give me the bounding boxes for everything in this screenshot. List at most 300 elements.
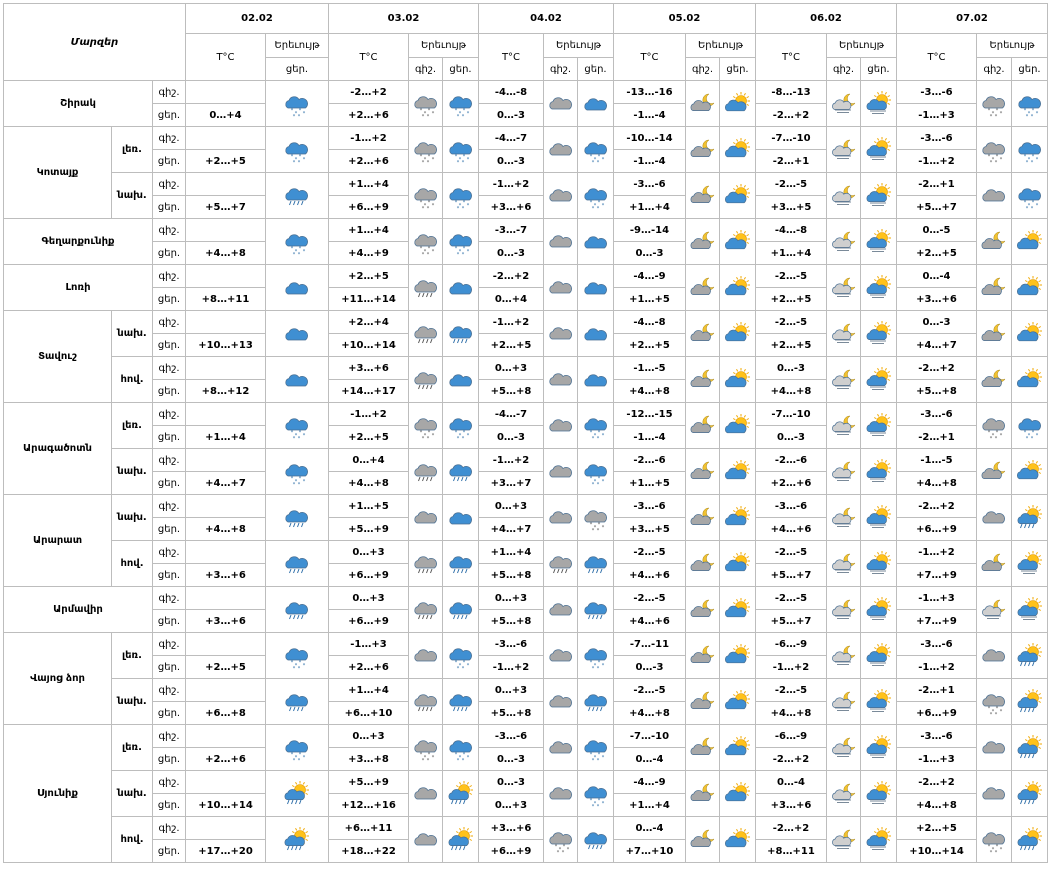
temperature-cell: 0…-3 [897,311,977,334]
svg-text:*: * [456,757,459,764]
sun-cloud-fog-icon [866,599,892,621]
cloud-snow-icon [578,449,614,495]
temperature-cell: -4…-8 [614,311,686,334]
svg-text:*: * [290,751,294,758]
moon-cloud-icon [686,357,720,403]
region-name: Կոտայք [4,127,112,219]
moon-cloud-fog-icon [831,829,857,851]
sun-cloud-icon [725,829,751,851]
svg-text:*: * [454,199,457,206]
time-of-day-label: ցեր. [153,334,186,357]
temperature-cell: +3…+7 [479,472,544,495]
svg-text:*: * [1023,153,1026,160]
sun-cloud-rain-icon [443,771,479,817]
sun-cloud-fog-icon [866,645,892,667]
cloud-icon [448,507,474,529]
svg-text:*: * [987,429,991,436]
grey-cloud-icon [544,265,578,311]
svg-text:*: * [461,435,464,442]
phenomenon-header: Երեւույթ [977,34,1048,58]
cloud-rain-icon [448,461,474,483]
temperature-cell: -9…-14 [614,219,686,242]
svg-text:*: * [589,475,592,482]
cloud-rain-icon [284,553,310,575]
cloud-snow-icon [284,93,310,120]
temperature-cell: +4…+7 [186,472,266,495]
cloud-icon [284,369,310,391]
day-header: ցեր. [720,58,756,81]
sun-cloud-icon [720,311,756,357]
svg-text:*: * [589,521,592,528]
temperature-cell: -7…-10 [614,725,686,748]
grey-cloud-icon [548,691,574,713]
cloud-snow-icon [448,737,474,764]
svg-text:*: * [561,849,564,856]
svg-text:*: * [426,113,429,120]
region-name: Արարատ [4,495,112,587]
grey-cloud-icon [544,357,578,403]
temperature-cell: +10…+14 [186,794,266,817]
sun-cloud-icon [1012,357,1048,403]
region-name: Վայոց ձոր [4,633,112,725]
temperature-cell: -1…+3 [897,587,977,610]
svg-text:*: * [994,711,998,718]
cloud-snow-icon [1017,93,1043,120]
subregion-label: լեռ. [112,725,153,771]
grey-cloud-icon [544,679,578,725]
temperature-cell: -1…+2 [897,541,977,564]
svg-text:*: * [466,754,469,761]
temperature-cell: +8…+11 [186,288,266,311]
cloud-icon [578,357,614,403]
cloud-snow-icon [266,449,329,495]
subregion-label: լեռ. [112,403,153,449]
svg-text:*: * [421,113,424,120]
svg-text:*: * [462,199,465,206]
night-header: գիշ. [977,58,1012,81]
svg-text:*: * [589,659,592,666]
svg-text:*: * [994,849,998,856]
cloud-snow-icon [448,139,474,166]
moon-cloud-fog-icon [831,645,857,667]
svg-text:*: * [423,202,426,209]
cloud-snow-icon [583,737,609,764]
sun-cloud-icon [720,495,756,541]
sun-cloud-rain-icon [284,829,310,851]
svg-text:*: * [1027,110,1030,117]
time-of-day-label: ցեր. [153,840,186,863]
cloud-snow-icon [266,725,329,771]
temperature-cell: +2…+5 [329,426,409,449]
temperature-cell: -1…+2 [756,656,827,679]
temperature-cell: -3…-6 [897,127,977,150]
svg-text:*: * [302,478,306,485]
sun-cloud-fog-icon [866,737,892,759]
svg-text:*: * [461,251,464,258]
moon-cloud-fog-icon [831,323,857,345]
svg-text:*: * [1027,202,1030,209]
grey-cloud-snow-icon [409,173,443,219]
grey-cloud-icon [413,507,439,529]
temperature-cell: 0…-4 [756,771,827,794]
cloud-rain-icon [448,599,474,621]
moon-cloud-icon [977,265,1012,311]
temperature-cell: +3…+6 [479,196,544,219]
sun-cloud-icon [1017,231,1043,253]
table-row [4,127,1048,150]
date-header: 05.02 [614,4,756,34]
svg-text:*: * [427,107,430,114]
grey-cloud-rain-icon [409,265,443,311]
svg-text:*: * [292,435,296,442]
svg-text:*: * [294,662,298,669]
svg-text:*: * [591,435,594,442]
phenomenon-header: Երեւույթ [409,34,479,58]
cloud-rain-icon [578,817,614,863]
svg-text:*: * [596,481,599,488]
grey-cloud-icon [977,495,1012,541]
grey-cloud-rain-icon [409,357,443,403]
day-header: ցեր. [443,58,479,81]
sun-cloud-icon [725,461,751,483]
svg-text:*: * [292,665,296,672]
grey-cloud-icon [413,645,439,667]
sun-cloud-rain-icon [1017,829,1043,851]
svg-text:*: * [1023,199,1026,206]
temperature-cell: -1…+2 [329,403,409,426]
svg-text:*: * [461,113,464,120]
svg-text:*: * [1031,153,1034,160]
sun-cloud-fog-icon [866,461,892,483]
svg-text:*: * [1025,205,1028,212]
svg-text:*: * [589,751,592,758]
moon-cloud-icon [690,691,716,713]
cloud-snow-icon [1012,81,1048,127]
time-of-day-label: ցեր. [153,426,186,449]
temperature-cell: +11…+14 [329,288,409,311]
temperature-cell: -3…-6 [614,173,686,196]
grey-cloud-snow-icon [413,185,439,212]
svg-text:*: * [591,205,594,212]
cloud-rain-icon [583,553,609,575]
svg-text:*: * [1030,205,1033,212]
svg-text:*: * [427,245,430,252]
sun-cloud-fog-icon [861,495,897,541]
day-header: ցեր. [266,58,329,81]
temperature-cell: +4…+8 [186,242,266,265]
night-header: գիշ. [544,58,578,81]
moon-cloud-icon [686,817,720,863]
sun-cloud-icon [720,541,756,587]
cloud-snow-icon [1012,127,1048,173]
svg-text:*: * [302,754,306,761]
temperature-cell: -2…-5 [756,541,827,564]
temperature-cell: -3…-6 [479,633,544,656]
cloud-rain-icon [266,587,329,633]
grey-cloud-icon [544,403,578,449]
svg-text:*: * [298,659,302,666]
svg-text:*: * [991,846,995,853]
temperature-cell: 0…-3 [614,242,686,265]
svg-text:*: * [454,659,457,666]
grey-cloud-snow-icon [409,127,443,173]
grey-cloud-icon [413,829,439,851]
temperature-cell [186,127,266,150]
sun-cloud-fog-icon [866,829,892,851]
svg-text:*: * [601,524,604,531]
grey-cloud-icon [544,725,578,771]
temperature-cell: -2…-5 [756,311,827,334]
temperature-cell: +4…+8 [186,518,266,541]
temperature-cell: +3…+6 [479,817,544,840]
region-name: Արմավիր [4,587,153,633]
sun-cloud-rain-icon [448,829,474,851]
sun-cloud-rain-icon [284,783,310,805]
grey-cloud-icon [544,449,578,495]
grey-cloud-icon [409,817,443,863]
grey-cloud-icon [544,633,578,679]
moon-cloud-fog-icon [981,599,1007,621]
svg-text:*: * [1035,432,1038,439]
time-of-day-label: գիշ. [153,403,186,426]
moon-cloud-fog-icon [827,633,861,679]
svg-text:*: * [431,754,434,761]
moon-cloud-fog-icon [827,219,861,265]
time-of-day-label: գիշ. [153,679,186,702]
table-row [4,403,1048,426]
temperature-cell [186,541,266,564]
cloud-rain-icon [284,599,310,621]
sun-cloud-icon [720,725,756,771]
sun-cloud-rain-icon [1012,679,1048,725]
grey-cloud-snow-icon [977,679,1012,725]
grey-cloud-icon [548,323,574,345]
subregion-label: նախ. [112,771,153,817]
svg-text:*: * [593,524,596,531]
svg-text:*: * [290,429,294,436]
grey-cloud-snow-icon [578,495,614,541]
temperature-cell: +2…+5 [186,150,266,173]
table-row [4,725,1048,748]
temperature-cell: +6…+11 [329,817,409,840]
time-of-day-label: գիշ. [153,541,186,564]
time-of-day-label: գիշ. [153,633,186,656]
cloud-snow-icon [1017,139,1043,166]
temperature-cell: 0…+4 [479,288,544,311]
moon-cloud-fog-icon [827,587,861,633]
day-header: ցեր. [1012,58,1048,81]
svg-text:*: * [591,159,594,166]
sun-cloud-fog-icon [861,357,897,403]
temperature-cell: -1…-5 [614,357,686,380]
moon-cloud-icon [690,553,716,575]
cloud-icon [443,495,479,541]
table-row [4,265,1048,288]
cloud-rain-icon [443,541,479,587]
table-row [4,633,1048,656]
temperature-cell: +5…+9 [329,771,409,794]
svg-text:*: * [589,797,592,804]
svg-text:*: * [290,659,294,666]
svg-text:*: * [421,757,424,764]
time-of-day-label: գիշ. [153,817,186,840]
cloud-snow-icon [578,725,614,771]
temperature-cell: +4…+6 [614,610,686,633]
sun-cloud-icon [1017,277,1043,299]
temperature-cell: +7…+9 [897,610,977,633]
svg-text:*: * [297,251,301,258]
night-header: գիշ. [827,58,861,81]
date-header: 06.02 [756,4,897,34]
svg-text:*: * [593,478,596,485]
time-of-day-label: գիշ. [153,587,186,610]
temperature-cell: 0…+3 [479,794,544,817]
svg-text:*: * [297,435,301,442]
time-of-day-label: ցեր. [153,288,186,311]
svg-text:*: * [419,245,422,252]
sun-cloud-fog-icon [861,127,897,173]
grey-cloud-icon [548,369,574,391]
sun-cloud-fog-icon [866,783,892,805]
svg-text:*: * [431,156,434,163]
svg-text:*: * [292,757,296,764]
cloud-icon [578,81,614,127]
svg-text:*: * [999,110,1003,117]
moon-cloud-icon [977,219,1012,265]
temperature-cell: +3…+5 [756,196,827,219]
temperature-cell: +6…+9 [897,702,977,725]
moon-cloud-fog-icon [827,265,861,311]
time-of-day-label: ցեր. [153,380,186,403]
moon-cloud-icon [686,449,720,495]
cloud-snow-icon [284,231,310,258]
grey-cloud-snow-icon [981,691,1007,718]
temperature-cell: +2…+5 [897,817,977,840]
svg-text:*: * [593,754,596,761]
svg-text:*: * [1030,159,1033,166]
cloud-snow-icon [266,127,329,173]
sun-cloud-icon [720,219,756,265]
sun-cloud-icon [725,553,751,575]
grey-cloud-snow-icon [977,81,1012,127]
svg-text:*: * [458,202,461,209]
region-name: Լոռի [4,265,153,311]
svg-text:*: * [562,843,565,850]
cloud-snow-icon [266,81,329,127]
temperature-cell: -2…-5 [756,679,827,702]
subregion-label: նախ. [112,495,153,541]
cloud-snow-icon [1017,185,1043,212]
svg-text:*: * [421,205,424,212]
temperature-cell [186,495,266,518]
svg-text:*: * [419,429,422,436]
moon-cloud-icon [686,587,720,633]
sun-cloud-icon [1017,461,1043,483]
svg-text:*: * [601,202,604,209]
temperature-cell: 0…-3 [756,357,827,380]
svg-text:*: * [995,705,999,712]
moon-cloud-icon [690,461,716,483]
region-name: Սյունիք [4,725,112,863]
svg-text:*: * [462,153,465,160]
svg-text:*: * [462,429,465,436]
svg-text:*: * [591,665,594,672]
cloud-snow-icon [578,771,614,817]
svg-text:*: * [1030,113,1033,120]
cloud-rain-icon [448,323,474,345]
sun-cloud-icon [1017,323,1043,345]
svg-text:*: * [302,248,306,255]
svg-text:*: * [456,435,459,442]
svg-text:*: * [297,113,301,120]
grey-cloud-rain-icon [409,541,443,587]
moon-cloud-fog-icon [831,783,857,805]
temperature-cell: -3…-7 [479,219,544,242]
grey-cloud-icon [548,93,574,115]
moon-cloud-icon [686,771,720,817]
grey-cloud-icon [981,185,1007,207]
moon-cloud-fog-icon [827,771,861,817]
sun-cloud-rain-icon [1017,691,1043,713]
svg-text:*: * [419,153,422,160]
temperature-cell: -1…+2 [329,127,409,150]
cloud-rain-icon [443,587,479,633]
sun-cloud-fog-icon [866,139,892,161]
temperature-cell: +2…+5 [614,334,686,357]
time-of-day-label: գիշ. [153,725,186,748]
forecast-table [3,3,1048,863]
subregion-label: նախ. [112,679,153,725]
svg-text:*: * [421,251,424,258]
grey-cloud-rain-icon [413,691,439,713]
moon-cloud-icon [977,449,1012,495]
moon-cloud-icon [981,553,1007,575]
svg-text:*: * [456,113,459,120]
grey-cloud-snow-icon [409,725,443,771]
grey-cloud-snow-icon [981,829,1007,856]
cloud-rain-icon [448,553,474,575]
subregion-label: լեռ. [112,633,153,679]
sun-cloud-icon [720,449,756,495]
svg-text:*: * [298,429,302,436]
svg-text:*: * [994,113,998,120]
temperature-cell: +5…+8 [479,564,544,587]
grey-cloud-icon [548,277,574,299]
moon-cloud-fog-icon [831,461,857,483]
temperature-cell: +3…+6 [186,564,266,587]
moon-cloud-icon [690,185,716,207]
temperature-cell: -1…-4 [614,150,686,173]
time-of-day-label: գիշ. [153,771,186,794]
svg-text:*: * [458,110,461,117]
temperature-cell: 0…+3 [479,357,544,380]
temperature-cell: -7…-10 [756,403,827,426]
moon-cloud-icon [977,357,1012,403]
temperature-cell: -2…-6 [756,449,827,472]
region-name: Գեղարքունիք [4,219,153,265]
svg-text:*: * [597,521,600,528]
sun-cloud-rain-icon [1012,771,1048,817]
cloud-snow-icon [448,231,474,258]
sun-cloud-rain-icon [1012,495,1048,541]
temperature-cell: +6…+9 [479,840,544,863]
cloud-rain-icon [578,679,614,725]
temperature-cell: +4…+8 [614,702,686,725]
temperature-cell [186,173,266,196]
svg-text:*: * [591,803,594,810]
svg-text:*: * [290,245,294,252]
svg-text:*: * [302,432,306,439]
